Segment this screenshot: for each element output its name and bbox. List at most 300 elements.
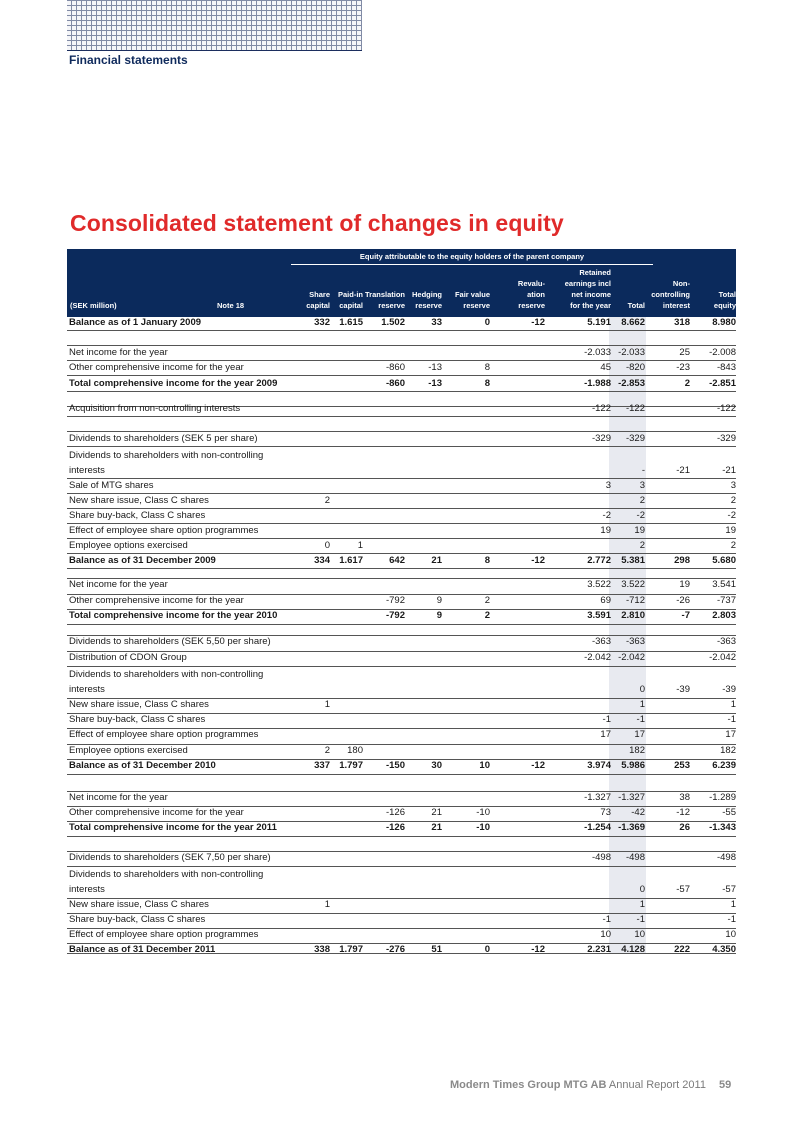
row-label-line: interests bbox=[69, 465, 105, 476]
page-title: Consolidated statement of changes in equity bbox=[70, 210, 564, 236]
value-cell: 33 bbox=[431, 317, 442, 328]
row-label-line: interests bbox=[69, 884, 105, 895]
value-cell: 2 bbox=[639, 495, 645, 506]
value-cell: -1 bbox=[636, 714, 645, 725]
value-cell: 0 bbox=[639, 884, 645, 895]
value-cell: -2.033 bbox=[584, 347, 611, 358]
value-cell: -363 bbox=[591, 636, 611, 647]
footer-company: Modern Times Group MTG AB bbox=[450, 1079, 607, 1091]
table-row bbox=[67, 927, 736, 941]
column-header-line: reserve bbox=[415, 301, 442, 310]
table-row bbox=[67, 400, 736, 415]
value-cell: 338 bbox=[314, 944, 330, 955]
row-label bbox=[69, 636, 271, 647]
value-cell: -21 bbox=[722, 465, 736, 476]
value-cell: -363 bbox=[716, 636, 736, 647]
value-cell: 21 bbox=[431, 555, 442, 566]
column-header-line: controlling bbox=[651, 290, 690, 299]
column-header-line: Fair value bbox=[454, 290, 490, 299]
value-cell: 8.980 bbox=[712, 317, 736, 328]
row-label-line: Net income for the year bbox=[69, 579, 168, 590]
column-header-line: equity bbox=[713, 301, 736, 310]
table-row bbox=[67, 445, 736, 477]
row-label-line: Dividends to shareholders (SEK 5,50 per share) bbox=[69, 636, 271, 647]
row-label bbox=[69, 914, 205, 925]
value-cell: -57 bbox=[676, 884, 690, 895]
row-label-line: Other comprehensive income for the year bbox=[69, 807, 244, 818]
column-header-line: Paid-in bbox=[337, 290, 363, 299]
value-cell: 2 bbox=[684, 378, 690, 389]
value-cell: -13 bbox=[428, 378, 442, 389]
row-label bbox=[69, 555, 216, 566]
value-cell: -1.327 bbox=[584, 792, 611, 803]
value-cell: -1 bbox=[602, 714, 611, 725]
row-label bbox=[69, 944, 215, 955]
value-cell: -498 bbox=[591, 852, 611, 863]
value-cell: 69 bbox=[600, 595, 611, 606]
row-label bbox=[69, 540, 188, 551]
value-cell: 2 bbox=[324, 745, 330, 756]
value-cell: -2.008 bbox=[709, 347, 736, 358]
value-cell: 642 bbox=[389, 555, 405, 566]
value-cell: 182 bbox=[629, 745, 645, 756]
value-cell: -2.042 bbox=[618, 652, 645, 663]
value-cell: 19 bbox=[600, 525, 611, 536]
value-cell: 2.803 bbox=[712, 610, 736, 621]
column-header-line: Share bbox=[309, 290, 330, 299]
value-cell: 4.350 bbox=[712, 944, 736, 955]
table-row bbox=[67, 593, 736, 607]
footer-report: Annual Report 2011 bbox=[608, 1079, 706, 1091]
row-label bbox=[69, 869, 263, 895]
table-row bbox=[67, 850, 736, 864]
value-cell: 3 bbox=[605, 480, 611, 491]
row-label-line: Balance as of 31 December 2011 bbox=[69, 944, 216, 955]
header-rule bbox=[67, 50, 362, 51]
value-cell: 253 bbox=[674, 760, 690, 771]
value-cell: 19 bbox=[679, 579, 690, 590]
value-cell: -10 bbox=[476, 807, 490, 818]
row-label bbox=[69, 807, 244, 818]
value-cell: 0 bbox=[484, 317, 490, 328]
value-cell: -737 bbox=[716, 595, 736, 606]
value-cell: 9 bbox=[436, 595, 442, 606]
table-row bbox=[67, 942, 736, 956]
value-cell: 8 bbox=[484, 378, 490, 389]
value-cell: 2.231 bbox=[587, 944, 611, 955]
value-cell: 5.191 bbox=[587, 317, 611, 328]
row-separator bbox=[67, 624, 736, 625]
value-cell: 332 bbox=[314, 317, 330, 328]
value-cell: -1 bbox=[727, 914, 736, 925]
table-row bbox=[67, 315, 736, 329]
column-header-line: reserve bbox=[518, 301, 545, 310]
value-cell: 1.502 bbox=[381, 317, 405, 328]
value-cell: -12 bbox=[531, 555, 545, 566]
value-cell: 1.797 bbox=[339, 944, 363, 955]
value-cell: -126 bbox=[385, 807, 405, 818]
row-label-line: Effect of employee share option programmes bbox=[69, 525, 259, 536]
table-row bbox=[67, 912, 736, 926]
value-cell: 17 bbox=[634, 729, 645, 740]
value-cell: -2.851 bbox=[709, 378, 736, 389]
row-label bbox=[69, 792, 168, 803]
value-cell: -21 bbox=[676, 465, 690, 476]
column-header-line: Non- bbox=[672, 279, 690, 288]
value-cell: -42 bbox=[631, 807, 645, 818]
value-cell: 1 bbox=[639, 699, 645, 710]
value-cell: 4.128 bbox=[621, 944, 645, 955]
row-label bbox=[69, 362, 244, 373]
table-header bbox=[67, 249, 736, 315]
value-cell: 318 bbox=[674, 317, 690, 328]
value-cell: -39 bbox=[722, 684, 736, 695]
value-cell: 2 bbox=[484, 610, 490, 621]
row-label bbox=[69, 852, 271, 863]
row-separator bbox=[67, 774, 736, 775]
value-cell: -1 bbox=[602, 914, 611, 925]
value-cell: -39 bbox=[676, 684, 690, 695]
column-header-line: capital bbox=[339, 301, 363, 310]
table-row bbox=[67, 478, 736, 492]
table-row bbox=[67, 897, 736, 911]
table-row bbox=[67, 430, 736, 445]
value-cell: 30 bbox=[431, 760, 442, 771]
value-cell: -122 bbox=[716, 403, 736, 414]
value-cell: -12 bbox=[531, 317, 545, 328]
value-cell: 0 bbox=[639, 684, 645, 695]
value-cell: 25 bbox=[679, 347, 690, 358]
row-separator bbox=[67, 836, 736, 837]
row-label-line: Effect of employee share option programmes bbox=[69, 929, 259, 940]
value-cell: 21 bbox=[431, 807, 442, 818]
value-cell: 8 bbox=[484, 555, 490, 566]
value-cell: 21 bbox=[431, 822, 442, 833]
row-label-line: Share buy-back, Class C shares bbox=[69, 510, 206, 521]
value-cell: -792 bbox=[385, 610, 405, 621]
value-cell: -12 bbox=[531, 944, 545, 955]
value-cell: -2.042 bbox=[709, 652, 736, 663]
value-cell: -792 bbox=[385, 595, 405, 606]
table-row bbox=[67, 538, 736, 552]
row-label-line: New share issue, Class C shares bbox=[69, 495, 209, 506]
table-row bbox=[67, 790, 736, 804]
value-cell: 2.772 bbox=[587, 555, 611, 566]
column-header-line: earnings incl bbox=[564, 279, 611, 288]
note-label: Note 18 bbox=[217, 301, 245, 310]
table-row bbox=[67, 743, 736, 757]
value-cell: -1.289 bbox=[709, 792, 736, 803]
column-header-line: ation bbox=[527, 290, 545, 299]
row-label-line: Net income for the year bbox=[69, 792, 168, 803]
column-header-line: reserve bbox=[463, 301, 490, 310]
row-label-line: Distribution of CDON Group bbox=[69, 652, 187, 663]
value-cell: 51 bbox=[431, 944, 442, 955]
table-row bbox=[67, 712, 736, 726]
value-cell: -12 bbox=[676, 807, 690, 818]
table-row bbox=[67, 805, 736, 819]
value-cell: -126 bbox=[385, 822, 405, 833]
value-cell: -860 bbox=[385, 362, 405, 373]
row-label-line: Dividends to shareholders (SEK 7,50 per share) bbox=[69, 852, 271, 863]
column-header-line: Revalu- bbox=[517, 279, 545, 288]
value-cell: -2.853 bbox=[618, 378, 645, 389]
table-row bbox=[67, 493, 736, 507]
value-cell: 3 bbox=[639, 480, 645, 491]
row-label-line: Total comprehensive income for the year 2010 bbox=[69, 610, 278, 621]
table-row bbox=[67, 727, 736, 741]
value-cell: -57 bbox=[722, 884, 736, 895]
column-header-5 bbox=[422, 289, 490, 311]
column-header-line: for the year bbox=[570, 301, 611, 310]
header-hatch-pattern bbox=[67, 0, 362, 50]
column-header-line: reserve bbox=[378, 301, 405, 310]
row-label bbox=[69, 929, 258, 940]
row-label bbox=[69, 760, 216, 771]
row-label bbox=[69, 669, 263, 695]
value-cell: 1 bbox=[730, 699, 736, 710]
row-label bbox=[69, 317, 201, 328]
row-label-line: Balance as of 31 December 2009 bbox=[69, 555, 216, 566]
value-cell: 17 bbox=[600, 729, 611, 740]
value-cell: 3 bbox=[730, 480, 736, 491]
value-cell: -23 bbox=[676, 362, 690, 373]
value-cell: -12 bbox=[531, 760, 545, 771]
value-cell: -7 bbox=[681, 610, 690, 621]
row-label-line: New share issue, Class C shares bbox=[69, 899, 209, 910]
value-cell: -122 bbox=[625, 403, 645, 414]
table-row bbox=[67, 360, 736, 374]
row-label bbox=[69, 433, 258, 444]
row-label bbox=[69, 699, 209, 710]
group-header-rule bbox=[291, 264, 653, 265]
value-cell: -1.327 bbox=[618, 792, 645, 803]
value-cell: -1 bbox=[636, 914, 645, 925]
table-row bbox=[67, 865, 736, 896]
table-row bbox=[67, 820, 736, 834]
value-cell: 298 bbox=[674, 555, 690, 566]
value-cell: 10 bbox=[600, 929, 611, 940]
value-cell: -2.042 bbox=[584, 652, 611, 663]
column-header-line: Translation bbox=[364, 290, 405, 299]
row-label bbox=[69, 610, 277, 621]
value-cell: -26 bbox=[676, 595, 690, 606]
value-cell: 38 bbox=[679, 792, 690, 803]
row-label-line: Balance as of 1 January 2009 bbox=[69, 317, 202, 328]
value-cell: -329 bbox=[716, 433, 736, 444]
row-label bbox=[69, 729, 258, 740]
column-header-line: Hedging bbox=[412, 290, 442, 299]
value-cell: 0 bbox=[324, 540, 330, 551]
value-cell: -150 bbox=[385, 760, 405, 771]
row-label-line: Sale of MTG shares bbox=[69, 480, 154, 491]
row-label bbox=[69, 714, 205, 725]
value-cell: 222 bbox=[674, 944, 690, 955]
value-cell: -860 bbox=[385, 378, 405, 389]
table-row bbox=[67, 553, 736, 567]
value-cell: 6.239 bbox=[712, 760, 736, 771]
value-cell: 1 bbox=[357, 540, 363, 551]
row-label bbox=[69, 495, 209, 506]
value-cell: -1.988 bbox=[584, 378, 611, 389]
value-cell: 73 bbox=[600, 807, 611, 818]
value-cell: 0 bbox=[484, 944, 490, 955]
value-cell: 5.680 bbox=[712, 555, 736, 566]
column-header-line: capital bbox=[306, 301, 330, 310]
section-label: Financial statements bbox=[69, 53, 188, 67]
value-cell: -329 bbox=[591, 433, 611, 444]
value-cell: 337 bbox=[314, 760, 330, 771]
value-cell: 17 bbox=[725, 729, 736, 740]
value-cell: 334 bbox=[314, 555, 330, 566]
value-cell: 3.974 bbox=[587, 760, 611, 771]
row-label-line: Share buy-back, Class C shares bbox=[69, 914, 206, 925]
column-header-10 bbox=[676, 289, 736, 311]
row-label bbox=[69, 450, 263, 476]
row-label-line: interests bbox=[69, 684, 105, 695]
value-cell: -13 bbox=[428, 362, 442, 373]
column-header-line: Total bbox=[627, 301, 645, 310]
value-cell: 5.381 bbox=[621, 555, 645, 566]
value-cell: 2 bbox=[639, 540, 645, 551]
table-row bbox=[67, 577, 736, 591]
row-label-line: Effect of employee share option programmes bbox=[69, 729, 259, 740]
row-label bbox=[69, 745, 188, 756]
value-cell: 45 bbox=[600, 362, 611, 373]
value-cell: 5.986 bbox=[621, 760, 645, 771]
row-separator bbox=[67, 416, 736, 417]
row-label bbox=[69, 347, 168, 358]
row-label bbox=[69, 510, 205, 521]
value-cell: -363 bbox=[625, 636, 645, 647]
value-cell: 1 bbox=[324, 899, 330, 910]
value-cell: 1 bbox=[730, 899, 736, 910]
value-cell: 26 bbox=[679, 822, 690, 833]
value-cell: 10 bbox=[479, 760, 490, 771]
value-cell: 180 bbox=[347, 745, 363, 756]
value-cell: -1.254 bbox=[584, 822, 611, 833]
table-row bbox=[67, 508, 736, 522]
value-cell: -2 bbox=[602, 510, 611, 521]
value-cell: 1.617 bbox=[339, 555, 363, 566]
row-label bbox=[69, 595, 244, 606]
value-cell: -1.343 bbox=[709, 822, 736, 833]
page-footer bbox=[450, 1079, 731, 1091]
value-cell: 3.591 bbox=[587, 610, 611, 621]
row-label bbox=[69, 579, 168, 590]
row-label-line: Other comprehensive income for the year bbox=[69, 595, 244, 606]
value-cell: -498 bbox=[625, 852, 645, 863]
value-cell: -55 bbox=[722, 807, 736, 818]
value-cell: -2 bbox=[727, 510, 736, 521]
value-cell: -1 bbox=[727, 714, 736, 725]
value-cell: 2.810 bbox=[621, 610, 645, 621]
row-label-line: Employee options exercised bbox=[69, 540, 188, 551]
row-label-line: New share issue, Class C shares bbox=[69, 699, 209, 710]
value-cell: -1.369 bbox=[618, 822, 645, 833]
value-cell: -329 bbox=[625, 433, 645, 444]
table-row bbox=[67, 634, 736, 648]
value-cell: -276 bbox=[385, 944, 405, 955]
column-header-line: net income bbox=[571, 290, 611, 299]
table-row bbox=[67, 608, 736, 622]
row-label-line: Net income for the year bbox=[69, 347, 168, 358]
row-separator bbox=[67, 568, 736, 569]
table-row bbox=[67, 375, 736, 390]
row-label-line: Employee options exercised bbox=[69, 745, 188, 756]
row-label-line: Other comprehensive income for the year bbox=[69, 362, 244, 373]
page-number: 59 bbox=[719, 1079, 732, 1091]
value-cell: 10 bbox=[725, 929, 736, 940]
value-cell: 19 bbox=[634, 525, 645, 536]
group-header: Equity attributable to the equity holders of the parent company bbox=[359, 252, 585, 261]
table-row bbox=[67, 665, 736, 696]
row-label bbox=[69, 480, 153, 491]
value-cell: 3.541 bbox=[712, 579, 736, 590]
value-cell: -498 bbox=[716, 852, 736, 863]
value-cell: - bbox=[641, 465, 645, 476]
value-cell: -820 bbox=[625, 362, 645, 373]
value-cell: 2 bbox=[730, 540, 736, 551]
value-cell: 8.662 bbox=[621, 317, 645, 328]
value-cell: 8 bbox=[484, 362, 490, 373]
row-label bbox=[69, 525, 258, 536]
value-cell: -843 bbox=[716, 362, 736, 373]
value-cell: 2 bbox=[730, 495, 736, 506]
row-label-line: Share buy-back, Class C shares bbox=[69, 714, 206, 725]
value-cell: 1.615 bbox=[339, 317, 363, 328]
row-label bbox=[69, 652, 187, 663]
value-cell: 10 bbox=[634, 929, 645, 940]
value-cell: 2 bbox=[324, 495, 330, 506]
row-label-line: Total comprehensive income for the year 2011 bbox=[69, 822, 277, 833]
row-separator bbox=[67, 391, 736, 392]
value-cell: 2 bbox=[484, 595, 490, 606]
unit-label: (SEK million) bbox=[70, 301, 117, 310]
column-header-line: Total bbox=[718, 290, 736, 299]
value-cell: -712 bbox=[625, 595, 645, 606]
value-cell: 3.522 bbox=[621, 579, 645, 590]
value-cell: 1 bbox=[324, 699, 330, 710]
row-label-line: Balance as of 31 December 2010 bbox=[69, 760, 216, 771]
table-row bbox=[67, 344, 736, 359]
row-label bbox=[69, 378, 277, 389]
row-label-line: Acquisition from non-controlling interests bbox=[69, 403, 241, 414]
row-label-line: Dividends to shareholders with non-controlling bbox=[69, 450, 264, 461]
row-label-line: Dividends to shareholders (SEK 5 per share) bbox=[69, 433, 258, 444]
row-label-line: Total comprehensive income for the year 2009 bbox=[69, 378, 278, 389]
table-row bbox=[67, 523, 736, 537]
value-cell: -10 bbox=[476, 822, 490, 833]
value-cell: 182 bbox=[720, 745, 736, 756]
row-label bbox=[69, 899, 209, 910]
row-label-line: Dividends to shareholders with non-controlling bbox=[69, 669, 264, 680]
row-separator bbox=[67, 330, 736, 331]
table-row bbox=[67, 650, 736, 664]
value-cell: 9 bbox=[436, 610, 442, 621]
column-header-line: Retained bbox=[579, 268, 611, 277]
row-label-line: Dividends to shareholders with non-controlling bbox=[69, 869, 264, 880]
value-cell: 1 bbox=[639, 899, 645, 910]
value-cell: -2 bbox=[636, 510, 645, 521]
value-cell: 1.797 bbox=[339, 760, 363, 771]
row-label bbox=[69, 403, 240, 414]
column-header-line: interest bbox=[662, 301, 690, 310]
value-cell: -2.033 bbox=[618, 347, 645, 358]
table-row bbox=[67, 758, 736, 772]
table-row bbox=[67, 697, 736, 711]
value-cell: 3.522 bbox=[587, 579, 611, 590]
